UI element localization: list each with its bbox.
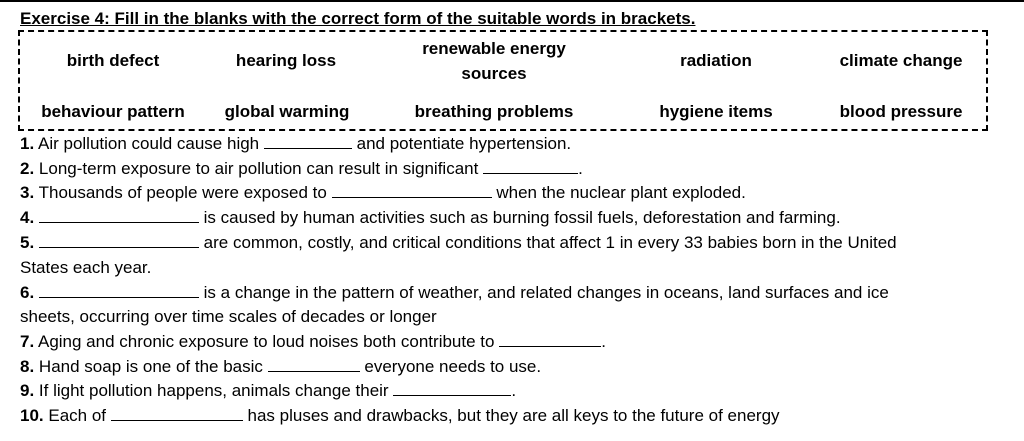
question-text-after: is a change in the pattern of weather, and related changes in oceans, land surfaces and ice [203,283,889,302]
question-10 [20,406,780,426]
question-5-continued: States each year. [20,258,152,277]
question-number: 6. [20,283,35,302]
question-1 [20,134,571,154]
question-text-before: If light pollution happens, animals change their [38,381,389,400]
question-number: 7. [20,332,35,351]
question-2 [20,159,583,179]
question-5 [20,233,897,253]
question-number: 8. [20,357,35,376]
question-text-before: Each of [48,406,107,425]
question-9 [20,381,516,401]
word-behaviour-pattern: behaviour pattern [41,102,185,121]
word-climate-change: climate change [839,51,963,70]
question-4 [20,208,841,228]
answer-blank[interactable] [332,183,492,198]
question-text-after: . [601,332,606,351]
answer-blank[interactable] [268,357,360,372]
question-text-before: Air pollution could cause high [37,134,260,153]
top-rule [0,0,1024,2]
word-birth-defect: birth defect [66,51,160,70]
question-3 [20,183,746,203]
question-text-before: Thousands of people were exposed to [38,183,327,202]
question-number: 1. [20,134,35,153]
question-number: 5. [20,233,35,252]
answer-blank[interactable] [483,159,578,174]
question-text-after: is caused by human activities such as burning fossil fuels, deforestation and farming. [203,208,841,227]
question-8 [20,357,541,377]
word-breathing-problems: breathing problems [414,102,574,121]
question-text-after: . [578,159,583,178]
question-text-after: has pluses and drawbacks, but they are all keys to the future of energy [247,406,780,425]
question-number: 3. [20,183,35,202]
question-number: 10. [20,406,44,425]
answer-blank[interactable] [499,332,601,347]
question-text-after: are common, costly, and critical conditions that affect 1 in every 33 babies born in the United [203,233,897,252]
question-text-after: everyone needs to use. [364,357,542,376]
word-renewable-energy-sources: sources [461,64,527,83]
question-number: 2. [20,159,35,178]
word-blood-pressure: blood pressure [839,102,963,121]
question-number: 4. [20,208,35,227]
question-text-after: and potentiate hypertension. [356,134,572,153]
word-global-warming: global warming [224,102,350,121]
question-text-after: when the nuclear plant exploded. [496,183,746,202]
word-hearing-loss: hearing loss [235,51,337,70]
answer-blank[interactable] [393,381,511,396]
answer-blank[interactable] [39,233,199,248]
question-text-before: Hand soap is one of the basic [38,357,263,376]
answer-blank[interactable] [39,283,199,298]
answer-blank[interactable] [264,134,352,149]
question-7 [20,332,606,352]
question-text-before: Aging and chronic exposure to loud noises both contribute to [37,332,495,351]
answer-blank[interactable] [39,208,199,223]
exercise-title: Exercise 4: Fill in the blanks with the correct form of the suitable words in brackets. [20,9,696,28]
question-6 [20,283,889,303]
answer-blank[interactable] [111,406,243,421]
question-number: 9. [20,381,35,400]
word-hygiene-items: hygiene items [659,102,773,121]
question-text-before: Long-term exposure to air pollution can result in significant [38,159,479,178]
question-6-continued: sheets, occurring over time scales of decades or longer [20,307,437,326]
word-renewable-energy: renewable energy [422,39,566,58]
question-text-after: . [511,381,517,400]
word-radiation: radiation [680,51,752,70]
